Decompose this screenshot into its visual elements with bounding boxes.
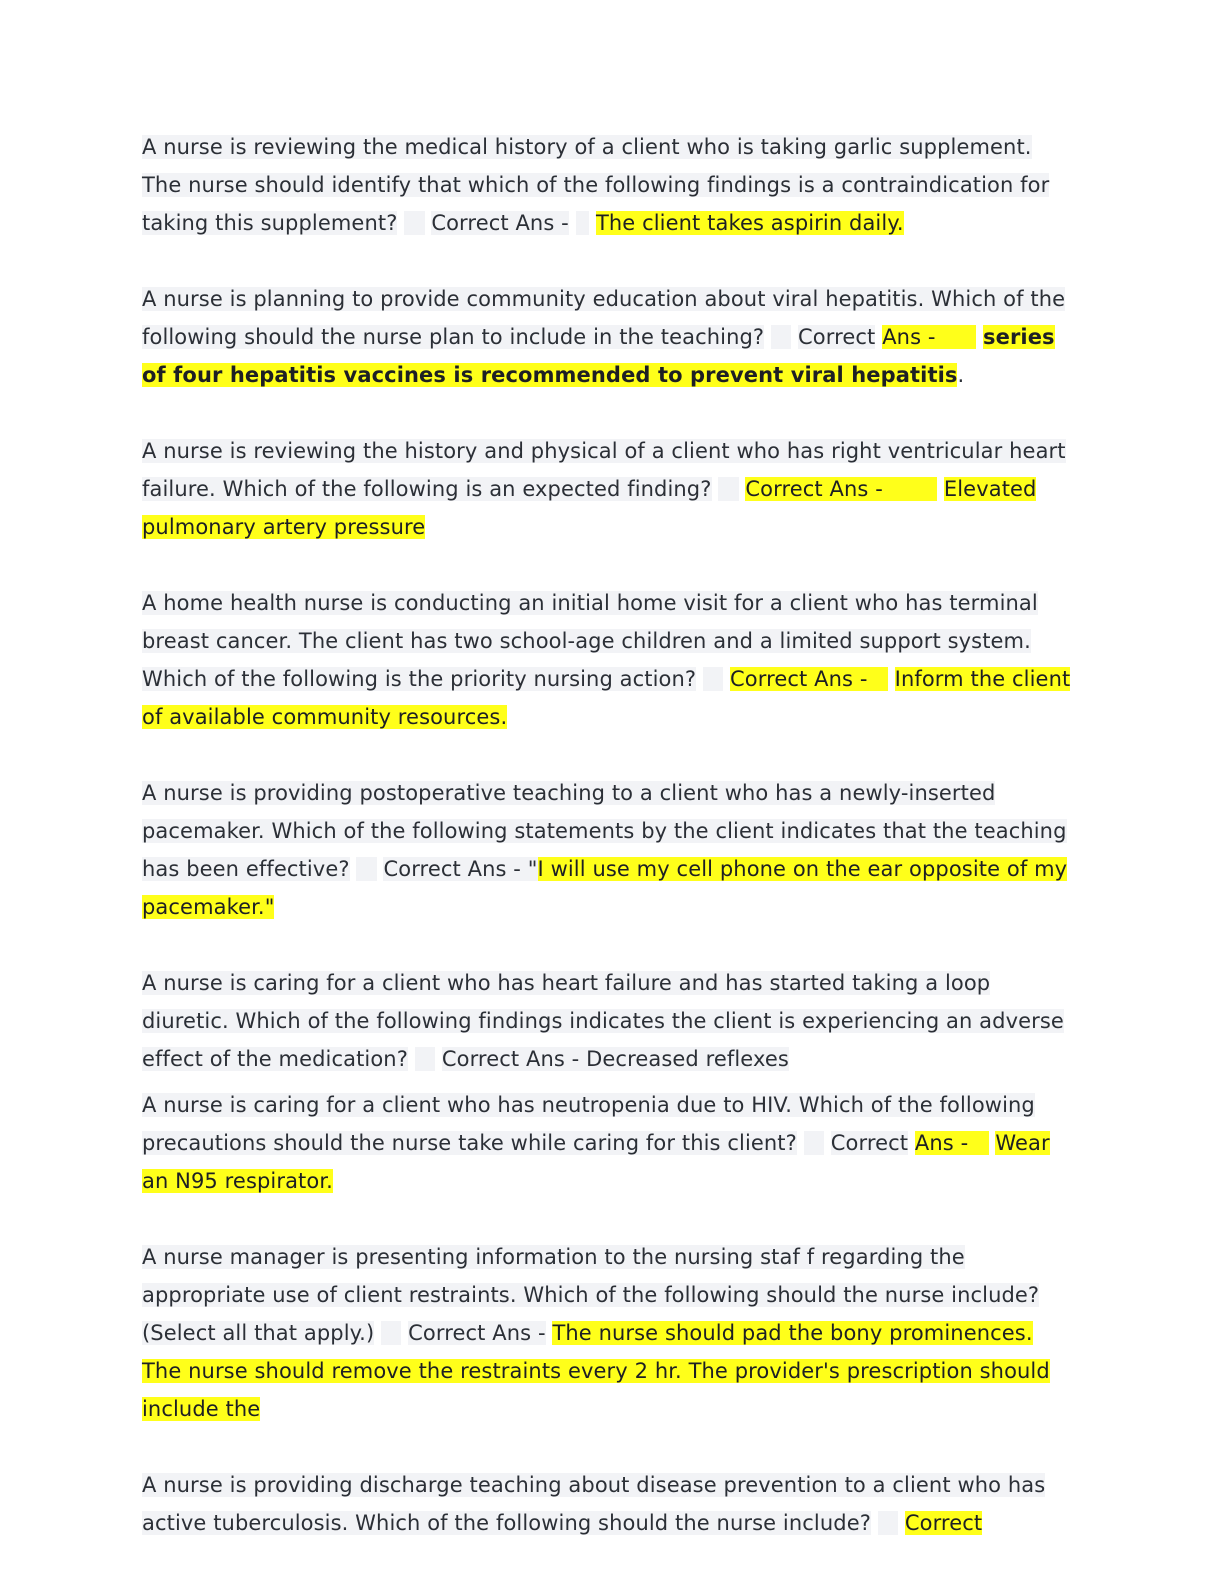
answer-text: Correct Ans - Decreased reflexes <box>441 1047 789 1071</box>
qa-item-4 <box>142 584 1072 736</box>
question-text: A nurse is caring for a client who has neutropenia due to HIV. Which of the following precautions should the nurse take while caring for this client? <box>142 1093 1035 1155</box>
qa-item-5 <box>142 774 1072 926</box>
answer-prefix: Correct Ans - <box>431 211 569 235</box>
answer-prefix-highlight: Correct Ans - <box>730 667 868 691</box>
qa-item-2 <box>142 280 1072 394</box>
answer-highlight: Inform the client of available community resources. <box>142 667 1071 729</box>
question-text: A home health nurse is conducting an initial home visit for a client who has terminal breast cancer. The client has two school-age children and a limited support system. Which of the following is the priority nursing action? <box>142 591 1038 691</box>
document-page <box>142 128 1072 1542</box>
answer-prefix: Correct Ans - <box>408 1321 546 1345</box>
answer-highlight: I will use my cell phone on the ear opposite of my pacemaker." <box>142 857 1068 919</box>
answer-highlight: The nurse should pad the bony prominences. The nurse should remove the restraints every 2 hr. The provider's prescription should include the <box>142 1321 1050 1421</box>
question-text: A nurse is reviewing the history and physical of a client who has right ventricular heart failure. Which of the following is an expected finding? <box>142 439 1066 501</box>
answer-prefix: Correct Ans - " <box>383 857 538 881</box>
answer-highlight: The client takes aspirin daily. <box>595 211 904 235</box>
question-text: A nurse is providing postoperative teaching to a client who has a newly-inserted pacemaker. Which of the following statements by the client indicates that the teaching has been effective? <box>142 781 1067 881</box>
answer-prefix-highlight: Ans - <box>882 325 936 349</box>
question-text: A nurse manager is presenting information to the nursing staf f regarding the appropriate use of client restraints. Which of the following should the nurse include? (Select all that apply.) <box>142 1245 1040 1345</box>
question-text: A nurse is caring for a client who has heart failure and has started taking a loop diuretic. Which of the following findings indicates the client is experiencing an adverse effect of the medication? <box>142 971 1064 1071</box>
answer-suffix: . <box>957 363 965 387</box>
question-text: A nurse is providing discharge teaching about disease prevention to a client who has active tuberculosis. Which of the following should the nurse include? <box>142 1473 1046 1535</box>
answer-prefix-highlight: Correct Ans - <box>745 477 883 501</box>
answer-prefix-highlight: Correct <box>904 1511 983 1535</box>
answer-highlight: series of four hepatitis vaccines is recommended to prevent viral hepatitis <box>142 325 1055 387</box>
qa-item-9 <box>142 1466 1072 1542</box>
qa-item-3 <box>142 432 1072 546</box>
answer-prefix-highlight: Ans - <box>914 1131 969 1155</box>
question-text: A nurse is reviewing the medical history of a client who is taking garlic supplement. The nurse should identify that which of the following findings is a contraindication for taking this supplement? <box>142 135 1050 235</box>
answer-prefix: Correct <box>798 325 876 349</box>
answer-highlight: Wear an N95 respirator. <box>142 1131 1050 1193</box>
qa-item-1 <box>142 128 1072 242</box>
qa-item-8 <box>142 1238 1072 1428</box>
question-text: A nurse is planning to provide community education about viral hepatitis. Which of the following should the nurse plan to include in the teaching? <box>142 287 1066 349</box>
answer-highlight: Elevated pulmonary artery pressure <box>142 477 1037 539</box>
qa-item-7 <box>142 1086 1072 1200</box>
qa-item-6 <box>142 964 1072 1078</box>
answer-prefix: Correct <box>830 1131 909 1155</box>
